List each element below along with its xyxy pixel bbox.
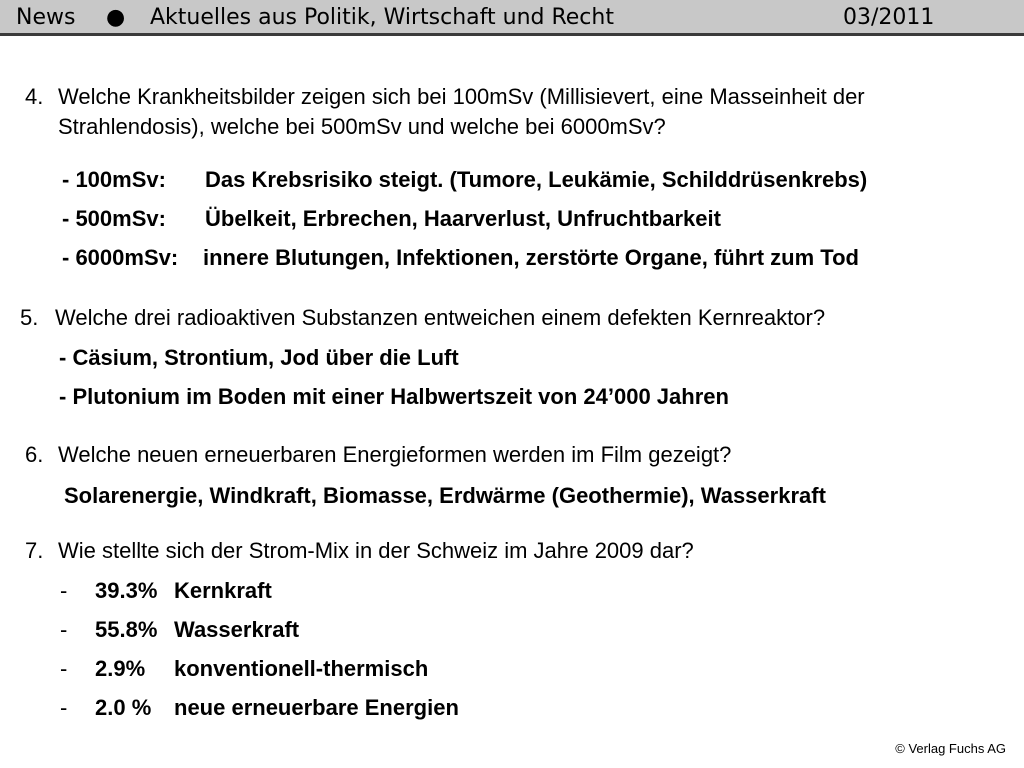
header-news-label: News (16, 5, 76, 30)
question-text: Welche neuen erneuerbaren Energieformen werden im Film gezeigt? (58, 442, 732, 467)
answer-text: Das Krebsrisiko steigt. (Tumore, Leukämie, Schilddrüsenkrebs) (205, 167, 868, 192)
list-dash: - (60, 578, 68, 603)
answer-text: Solarenergie, Windkraft, Biomasse, Erdwärme (Geothermie), Wasserkraft (64, 483, 826, 508)
list-dash: - (60, 656, 68, 681)
answer-energy-forms (64, 482, 1004, 510)
list-percent: 39.3% (95, 578, 158, 603)
answer-label: - 100mSv: (62, 167, 166, 192)
question-4 (25, 82, 1015, 142)
answer-label: - 6000mSv: (62, 245, 179, 270)
answer-500msv (62, 205, 1002, 233)
list-dash: - (60, 617, 68, 642)
list-dash: - (60, 695, 68, 720)
question-5 (20, 303, 1010, 333)
list-item-wasserkraft (60, 616, 560, 644)
answer-text: - Plutonium im Boden mit einer Halbwertszeit von 24’000 Jahren (59, 384, 729, 409)
list-item-konventionell (60, 655, 560, 683)
copyright-footer: © Verlag Fuchs AG (895, 741, 1006, 756)
answer-100msv (62, 166, 1002, 194)
answer-text: Übelkeit, Erbrechen, Haarverlust, Unfruchtbarkeit (205, 206, 721, 231)
answer-caesium (59, 344, 959, 372)
answer-plutonium (59, 383, 959, 411)
question-text-line1: Welche Krankheitsbilder zeigen sich bei 100mSv (Millisievert, eine Masseinheit der (58, 84, 865, 109)
question-number: 7. (25, 538, 44, 563)
header-bar (0, 0, 1024, 36)
list-item-kernkraft (60, 577, 560, 605)
question-text-line2: Strahlendosis), welche bei 500mSv und welche bei 6000mSv? (58, 114, 666, 139)
question-number: 5. (20, 305, 39, 330)
list-percent: 55.8% (95, 617, 158, 642)
answer-6000msv (62, 244, 1002, 272)
list-percent: 2.0 % (95, 695, 152, 720)
header-title: Aktuelles aus Politik, Wirtschaft und Recht (150, 5, 614, 30)
list-item-erneuerbare (60, 694, 560, 722)
question-6 (25, 440, 1015, 470)
list-text: neue erneuerbare Energien (174, 695, 459, 720)
list-text: konventionell-thermisch (174, 656, 429, 681)
answer-label: - 500mSv: (62, 206, 166, 231)
question-number: 4. (25, 84, 44, 109)
question-text: Wie stellte sich der Strom-Mix in der Schweiz im Jahre 2009 dar? (58, 538, 694, 563)
question-number: 6. (25, 442, 44, 467)
header-bullet: ● (106, 5, 126, 30)
header-date: 03/2011 (843, 5, 935, 30)
answer-text: innere Blutungen, Infektionen, zerstörte Organe, führt zum Tod (203, 245, 859, 270)
question-text: Welche drei radioaktiven Substanzen entweichen einem defekten Kernreaktor? (55, 305, 826, 330)
list-percent: 2.9% (95, 656, 146, 681)
list-text: Kernkraft (174, 578, 272, 603)
list-text: Wasserkraft (174, 617, 300, 642)
answer-text: - Cäsium, Strontium, Jod über die Luft (59, 345, 459, 370)
question-7 (25, 536, 1015, 566)
